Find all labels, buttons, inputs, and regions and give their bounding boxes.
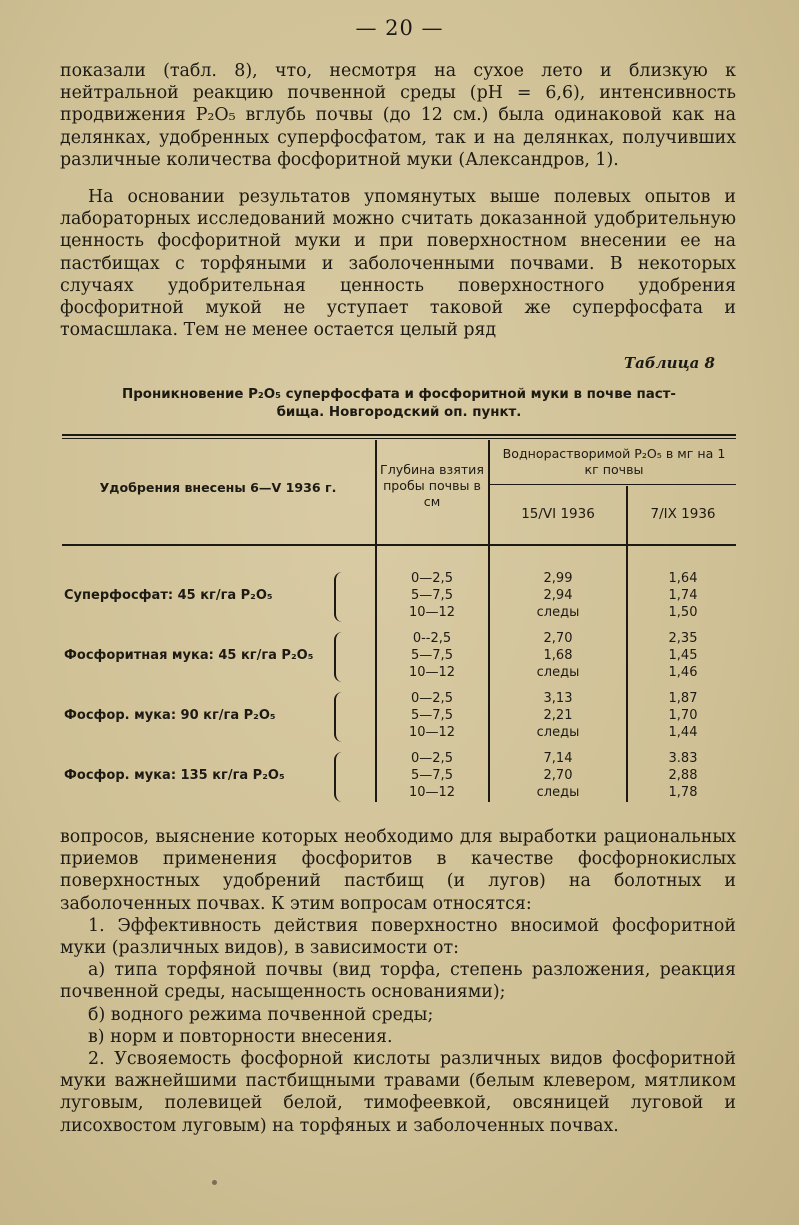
value: 1,44 (668, 725, 698, 740)
group-brace-1 (334, 572, 346, 622)
value-cell-date2 (630, 630, 736, 681)
depth-cell (378, 750, 486, 801)
value: 2,94 (543, 588, 573, 603)
value: 1,64 (668, 571, 698, 586)
value: 1,45 (668, 648, 698, 663)
value-cell-date2 (630, 750, 736, 801)
list-item-2: 2. Усвояемость фосфорной кислоты различных видов фосфоритной муки важнейшими пастбищными травами (белым клевером, мятликом луговым, полевицей белой, тимофеевкой, овсяницей луговой и лисохвостом луговым) на торфяных и заболоченных почвах. (60, 1049, 736, 1136)
paragraph-1: показали (табл. 8), что, несмотря на сухое лето и близкую к нейтральной реакцию почвенной среды (pH = 6,6), интенсивность продвижения P₂O₅ вглубь почвы (до 12 см.) была одинаковой как на делянках, удобренных суперфосфатом, так и на делянках, получивших различные количества фосфоритной муки (Александров, 1). (60, 61, 736, 170)
depth-value: 10—12 (408, 785, 456, 800)
list-item-1c: в) норм и повторности внесения. (88, 1026, 393, 1047)
value: 2,88 (668, 768, 698, 783)
value: 7,14 (543, 751, 573, 766)
value-cell-date1 (492, 630, 624, 681)
page-number: — 20 — (355, 16, 444, 40)
value-cell-date1 (492, 690, 624, 741)
header-depth: Глубина взятия пробы почвы в см (380, 462, 484, 509)
depth-value: 5—7,5 (411, 768, 453, 783)
value: 1,74 (668, 588, 698, 603)
value: 3.83 (668, 751, 698, 766)
header-soluble: Воднорастворимой P₂O₅ в мг на 1 кг почвы (502, 446, 726, 477)
value: следы (536, 725, 580, 740)
list-item-1a: а) типа торфяной почвы (вид торфа, степень разложения, реакция почвенной среды, насыщенность основаниями); (60, 960, 736, 1003)
value: 1,87 (668, 691, 698, 706)
depth-value: 5—7,5 (411, 648, 453, 663)
list-item-1: 1. Эффективность действия поверхностно вносимой фосфоритной муки (различных видов), в зависимости от: (60, 915, 736, 959)
col-divider-1 (375, 440, 377, 802)
value: 2,70 (543, 768, 573, 783)
group-brace-2 (334, 632, 346, 682)
depth-cell (378, 690, 486, 741)
value: следы (536, 785, 580, 800)
col-divider-3 (626, 486, 628, 802)
value: 1,78 (668, 785, 698, 800)
depth-value: 0—2,5 (411, 691, 453, 706)
group-label-1: Суперфосфат: 45 кг/га P₂O₅ (64, 588, 273, 603)
depth-value: 0--2,5 (412, 631, 452, 646)
depth-value: 5—7,5 (411, 588, 453, 603)
value-cell-date1 (492, 570, 624, 621)
value: 1,46 (668, 665, 698, 680)
table-label: Таблица 8 (623, 354, 715, 372)
value-cell-date2 (630, 570, 736, 621)
paper-speck (212, 1180, 217, 1185)
depth-value: 0—2,5 (411, 571, 453, 586)
header-date-2: 7/IX 1936 (650, 506, 716, 522)
table-top-rule (62, 434, 736, 436)
depth-value: 10—12 (408, 665, 456, 680)
value: 2,99 (543, 571, 573, 586)
table-title (60, 386, 738, 422)
table-title-line-1: Проникновение P₂O₅ суперфосфата и фосфоритной муки в почве паст- (121, 387, 676, 402)
header-bottom-rule (62, 544, 736, 546)
header-date-1: 15/VI 1936 (521, 506, 595, 522)
depth-value: 10—12 (408, 725, 456, 740)
data-table (62, 432, 736, 804)
group-label-2: Фосфоритная мука: 45 кг/га P₂O₅ (64, 648, 314, 663)
value: 2,35 (668, 631, 698, 646)
header-fertilizer: Удобрения внесены 6—V 1936 г. (99, 480, 337, 495)
value-cell-date1 (492, 750, 624, 801)
value: 3,13 (543, 691, 573, 706)
subheader-rule (488, 484, 736, 485)
paragraph-2: На основании результатов упомянутых выше полевых опытов и лабораторных исследований можно считать доказанной удобрительную ценность фосфоритной муки и при поверхностном внесении ее на пастбищах с торфяными и заболоченными почвами. В некоторых случаях удобрительная ценность поверхностного удобрения фосфоритной мукой не уступает таковой же суперфосфата и томасшлака. Тем не менее остается целый ряд (60, 187, 736, 341)
value: следы (536, 665, 580, 680)
group-brace-4 (334, 752, 346, 802)
value: 2,70 (543, 631, 573, 646)
value: 1,70 (668, 708, 698, 723)
value: 2,21 (543, 708, 573, 723)
value: следы (536, 605, 580, 620)
col-divider-2 (488, 440, 490, 802)
continuation-text (60, 826, 736, 1137)
group-label-3: Фосфор. мука: 90 кг/га P₂O₅ (64, 708, 276, 723)
value-cell-date2 (630, 690, 736, 741)
list-item-1b: б) водного режима почвенной среды; (88, 1004, 434, 1025)
table-top-rule-thin (62, 438, 736, 439)
group-brace-3 (334, 692, 346, 742)
table-title-line-2: бища. Новгородский оп. пункт. (276, 405, 522, 420)
depth-cell (378, 630, 486, 681)
depth-cell (378, 570, 486, 621)
depth-value: 10—12 (408, 605, 456, 620)
value: 1,50 (668, 605, 698, 620)
depth-value: 5—7,5 (411, 708, 453, 723)
paragraph-3: вопросов, выяснение которых необходимо для выработки рациональных приемов применения фосфоритов в качестве фосфорнокислых поверхностных удобрений пастбищ (и лугов) на болотных и заболоченных почвах. К этим вопросам относятся: (60, 827, 736, 914)
group-label-4: Фосфор. мука: 135 кг/га P₂O₅ (64, 768, 285, 783)
depth-value: 0—2,5 (411, 751, 453, 766)
value: 1,68 (543, 648, 573, 663)
